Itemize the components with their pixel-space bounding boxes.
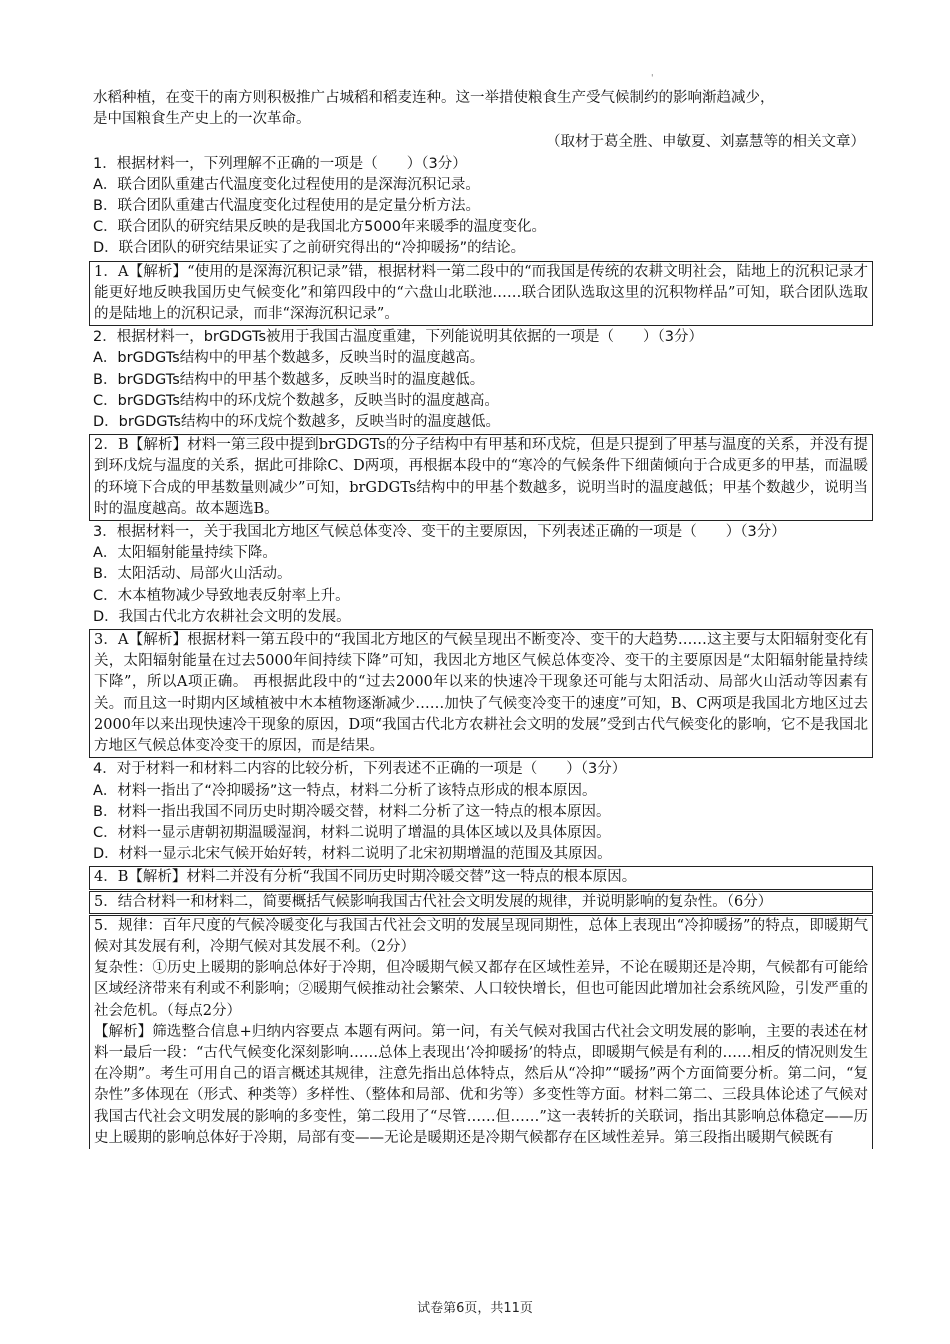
question-2-option-a: A．brGDGTs结构中的甲基个数越多，反映当时的温度越高。	[93, 350, 485, 367]
question-5-stem: 5．结合材料一和材料二，简要概括气候影响我国古代社会文明发展的规律，并说明影响的复杂性。（6分）	[94, 893, 773, 910]
question-2-stem: 2．根据材料一，brGDGTs被用于我国古温度重建，下列能说明其依据的一项是（ ）（3分）	[93, 329, 703, 346]
source-citation: （取材于葛全胜、申敏夏、刘嘉慧等的相关文章）	[546, 134, 865, 151]
question-1-stem: 1．根据材料一，下列理解不正确的一项是（ ）（3分）	[93, 155, 467, 172]
scan-mark: '	[651, 74, 654, 84]
question-1-answer: 1．A【解析】“使用的是深海沉积记录”错，根据材料一第二段中的“而我国是传统的农耕文明社会，陆地上的沉积记录才能更好地反映我国历史气候变化”和第四段中的“六盘山北联池……联合团队选取这里的沉积物样品”可知，联合团队选取的是陆地上的沉积记录，而非“深海沉积记录”。	[94, 263, 868, 323]
question-4-option-b: B．材料一指出我国不同历史时期冷暖交替，材料二分析了这一特点的根本原因。	[93, 803, 611, 820]
question-4-answer-box	[89, 866, 873, 889]
question-3-option-c: C．木本植物减少导致地表反射率上升。	[93, 587, 350, 604]
question-2-option-b: B．brGDGTs结构中的甲基个数越多，反映当时的温度越低。	[93, 371, 485, 388]
page-content	[93, 88, 869, 1150]
question-3-option-b: B．太阳活动、局部火山活动。	[93, 566, 292, 583]
question-1-option-b: B．联合团队重建古代温度变化过程使用的是定量分析方法。	[93, 198, 480, 215]
question-5-answer-complexity: 复杂性：①历史上暖期的影响总体好于冷期，但冷暖期气候又都存在区域性差异，不论在暖期还是冷期，气候都有可能给区域经济带来有利或不利影响；②暖期气候推动社会繁荣、人口较快增长，但也可能因此增加社会系统风险，引发严重的社会危机。（每点2分）	[94, 960, 868, 1019]
question-2-option-c: C．brGDGTs结构中的环戊烷个数越多，反映当时的温度越高。	[93, 392, 499, 409]
question-4-answer: 4．B【解析】材料二并没有分析“我国不同历史时期冷暖交替”这一特点的根本原因。	[94, 869, 637, 886]
question-5-answer-analysis: 【解析】筛选整合信息+归纳内容要点 本题有两问。第一问，有关气候对我国古代社会文明发展的影响，主要的表述在材料一最后一段：“古代气候变化深刻影响……总体上表现出‘冷抑暖扬’的特点，即暖期气候是有利的……相反的情况则发生在冷期”。考生可用自己的语言概述其规律，注意先指出总体特点，然后从“冷抑”“暖扬”两个方面简要分析。第二问，“复杂性”多体现在（形式、种类等）多样性、（整体和局部、优和劣等）多变性等方面。材料二第二、三段具体论述了气候对我国古代社会文明发展的影响的多变性，第二段用了“尽管……但……”这一表转折的关联词，指出其影响总体稳定——历史上暖期的影响总体好于冷期，局部有变——无论是暖期还是冷期气候都存在区域性差异。第三段指出暖期气候既有	[94, 1023, 868, 1146]
question-4-stem: 4．对于材料一和材料二内容的比较分析，下列表述不正确的一项是（ ）（3分）	[93, 761, 627, 778]
question-2-option-d: D．brGDGTs结构中的环戊烷个数越多，反映当时的温度越低。	[93, 414, 500, 431]
question-3-answer-box	[89, 629, 873, 758]
intro-line-1: 水稻种植，在变干的南方则积极推广占城稻和稻麦连种。这一举措使粮食生产受气候制约的影响渐趋减少，	[93, 90, 775, 106]
question-2-answer-box	[89, 434, 873, 521]
question-3-option-d: D．我国古代北方农耕社会文明的发展。	[93, 608, 351, 625]
question-3-answer: 3．A【解析】根据材料一第五段中的“我国北方地区的气候呈现出不断变冷、变干的大趋势……这主要与太阳辐射变化有关，太阳辐射能量在过去5000年间持续下降”可知，我因北方地区气候总体变冷、变干的主要原因是“太阳辐射能量持续下降”，所以A项正确。 再根据此段中的“过去2000年以来的快速冷干现象还可能与太阳活动、局部火山活动等因素有关。而且这一时期内区域植被中木本植物逐渐减少……加快了气候变冷变干的速度”可知，B、C两项是我国北方地区过去2000年以来出现快速冷干现象的原因，D项“我国古代北方农耕社会文明的发展”受到古代气候变化的影响，它不是我国北方地区气候总体变冷变干的原因，而是结果。	[94, 632, 868, 755]
question-5-answer-box	[89, 915, 873, 1149]
question-1-option-a: A．联合团队重建古代温度变化过程使用的是深海沉积记录。	[93, 176, 480, 193]
intro-line-2: 是中国粮食生产史上的一次革命。	[93, 111, 311, 128]
question-3-option-a: A．太阳辐射能量持续下降。	[93, 545, 277, 562]
question-1-option-c: C．联合团队的研究结果反映的是我国北方5000年来暖季的温度变化。	[93, 219, 547, 236]
page-footer: 试卷第6页，共11页	[417, 1301, 533, 1316]
question-4-option-c: C．材料一显示唐朝初期温暖湿润，材料二说明了增温的具体区域以及具体原因。	[93, 824, 611, 841]
question-5-answer-rule: 5．规律：百年尺度的气候冷暖变化与我国古代社会文明的发展呈现同期性，总体上表现出“冷抑暖扬”的特点，即暖期气候对其发展有利，冷期气候对其发展不利。（2分）	[94, 917, 868, 955]
question-4-option-a: A．材料一指出了“冷抑暖扬”这一特点，材料二分析了该特点形成的根本原因。	[93, 782, 597, 799]
question-4-option-d: D．材料一显示北宋气候开始好转，材料二说明了北宋初期增温的范围及其原因。	[93, 846, 612, 863]
question-3-stem: 3．根据材料一，关于我国北方地区气候总体变冷、变干的主要原因，下列表述正确的一项是（ ）（3分）	[93, 524, 786, 541]
question-1-option-d: D．联合团队的研究结果证实了之前研究得出的“冷抑暖扬”的结论。	[93, 240, 526, 257]
question-5-stem-box	[89, 891, 873, 914]
question-1-answer-box	[89, 261, 873, 327]
question-2-answer: 2．B【解析】材料一第三段中提到brGDGTs的分子结构中有甲基和环戊烷，但是只提到了甲基与温度的关系，并没有提到环戊烷与温度的关系，据此可排除C、D两项，再根据本段中的“寒冷的气候条件下细菌倾向于合成更多的甲基，而温暖的环境下合成的甲基数量则减少”可知，brGDGTs结构中的甲基个数越多，说明当时的温度越低；甲基个数越少，说明当时的温度越高。故本题选B。	[94, 437, 868, 517]
